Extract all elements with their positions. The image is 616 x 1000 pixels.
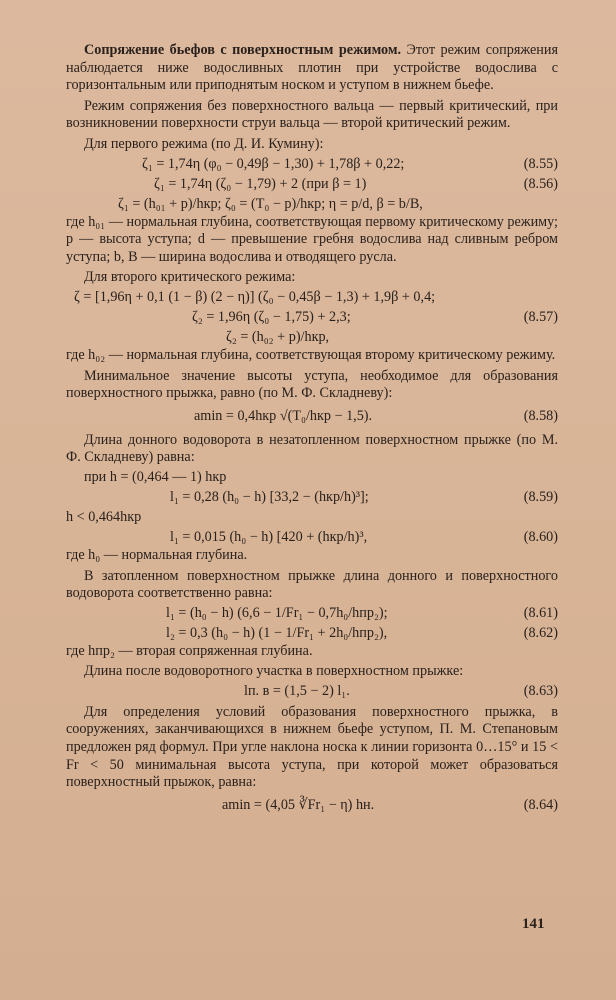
equation-formula: ζ₁ = 1,74η (ζ₀ − 1,79) + 2 (при β = 1) xyxy=(154,175,367,192)
paragraph-where-2: где h₀₂ — нормальная глубина, соответствующая второму критическому режиму. xyxy=(66,346,556,363)
equation-8-57-def xyxy=(66,327,558,347)
page-body xyxy=(66,42,558,818)
equation-condition: h < 0,464hкр xyxy=(66,508,142,525)
paragraph-where-3: где h₀ — нормальная глубина. xyxy=(66,546,248,563)
equation-formula: l₂ = 0,3 (h₀ − h) (1 − 1/Fr₁ + 2h₀/hпр₂), xyxy=(166,624,388,641)
intro-text: Этот режим сопряжения наблюдается ниже водосливных плотин при устройстве водослива с горизонтальным или приподнятым носком и уступом в нижнем бьефе. xyxy=(66,42,558,94)
equation-formula: l₁ = 0,015 (h₀ − h) [420 + (hкр/h)³, xyxy=(170,528,368,545)
equation-number: (8.55) xyxy=(523,155,558,172)
equation-formula: amin = 0,4hкр √(T₀/hкр − 1,5). xyxy=(194,407,373,424)
page-number: 141 xyxy=(522,916,545,932)
paragraph-first-mode: Для первого режима (по Д. И. Кумину): xyxy=(84,135,324,152)
paragraph-min-height: Минимальное значение высоты уступа, необходимое для образования поверхностного прыжка, равно (по М. Ф. Складневу): xyxy=(66,367,558,402)
equation-condition-1 xyxy=(66,467,558,487)
equation-number: (8.60) xyxy=(523,528,558,545)
equation-number: (8.57) xyxy=(523,308,558,325)
paragraph-bottom-roller: Длина донного водоворота в незатопленном поверхностном прыжке (по М. Ф. Складневу) равна: xyxy=(66,431,558,466)
equation-number: (8.56) xyxy=(523,175,558,192)
paragraph-after-roller: Длина после водоворотного участка в поверхностном прыжке: xyxy=(84,663,464,680)
equation-formula: lп. в = (1,5 − 2) l₁. xyxy=(244,682,350,699)
equation-condition-2 xyxy=(66,507,558,527)
equation-8-55 xyxy=(66,154,558,174)
paragraph-second-mode: Для второго критического режима: xyxy=(84,269,296,286)
equation-8-57 xyxy=(66,307,558,327)
equation-condition: при h = (0,464 — 1) hкр xyxy=(84,468,227,485)
equation-formula: l₁ = (h₀ − h) (6,6 − 1/Fr₁ − 0,7h₀/hпр₂); xyxy=(166,604,388,621)
equation-8-63 xyxy=(66,681,558,701)
equation-formula: ζ = [1,96η + 0,1 (1 − β) (2 − η)] (ζ₀ − 0,45β − 1,3) + 1,9β + 0,4; xyxy=(74,288,436,305)
equation-number: (8.61) xyxy=(523,604,558,621)
paragraph-where-4: где hпр₂ — вторая сопряженная глубина. xyxy=(66,642,313,659)
equation-formula: ζ₁ = (h₀₁ + p)/hкр; ζ₀ = (T₀ − p)/hкр; η = p/d, β = b/B, xyxy=(118,195,423,212)
equation-formula: amin = (4,05 ∛Fr₁ − η) hн. xyxy=(222,796,375,813)
equation-formula: ζ₁ = 1,74η (φ₀ − 0,49β − 1,30) + 1,78β + 0,22; xyxy=(142,155,405,172)
paragraph-where-1: где h₀₁ — нормальная глубина, соответствующая первому критическому режиму; p — высота уступа; d — превышение гребня водослива над сливным ребром уступа; b, B — ширина водослива и отводящего русла. xyxy=(66,213,558,265)
equation-number: (8.64) xyxy=(523,796,558,813)
equation-definitions xyxy=(66,194,558,214)
equation-8-62 xyxy=(66,623,558,643)
equation-number: (8.58) xyxy=(523,407,558,424)
equation-8-56 xyxy=(66,174,558,194)
equation-8-61 xyxy=(66,603,558,623)
paragraph-submerged: В затопленном поверхностном прыжке длина донного и поверхностного водоворота соответственно равна: xyxy=(66,567,558,602)
section-heading: Сопряжение бьефов с поверхностным режимом. xyxy=(84,42,402,58)
equation-number: (8.59) xyxy=(523,488,558,505)
paragraph-intro xyxy=(66,42,558,95)
equation-formula: ζ₂ = 1,96η (ζ₀ − 1,75) + 2,3; xyxy=(192,308,351,325)
equation-8-64 xyxy=(66,792,558,818)
equation-8-58 xyxy=(66,403,558,429)
paragraph-critical-modes: Режим сопряжения без поверхностного вальца — первый критический, при возникновении поверхности струи вальца — второй критический режим. xyxy=(66,97,558,132)
equation-8-57-general xyxy=(66,287,558,307)
equation-number: (8.63) xyxy=(523,682,558,699)
equation-formula: l₁ = 0,28 (h₀ − h) [33,2 − (hкр/h)³]; xyxy=(170,488,369,505)
paragraph-stepanov: Для определения условий образования поверхностного прыжка, в сооружениях, заканчивающихся в нижнем бьефе уступом, П. М. Степановым предложен ряд формул. При угле наклона носка к линии горизонта 0…15° и 15 < Fr < 50 минимальная высота уступа, при которой может образоваться поверхностный прыжок, равна: xyxy=(66,703,558,791)
equation-formula: ζ₂ = (h₀₂ + p)/hкр, xyxy=(226,328,330,345)
equation-8-60 xyxy=(66,527,558,547)
equation-number: (8.62) xyxy=(523,624,558,641)
equation-8-59 xyxy=(66,487,558,507)
